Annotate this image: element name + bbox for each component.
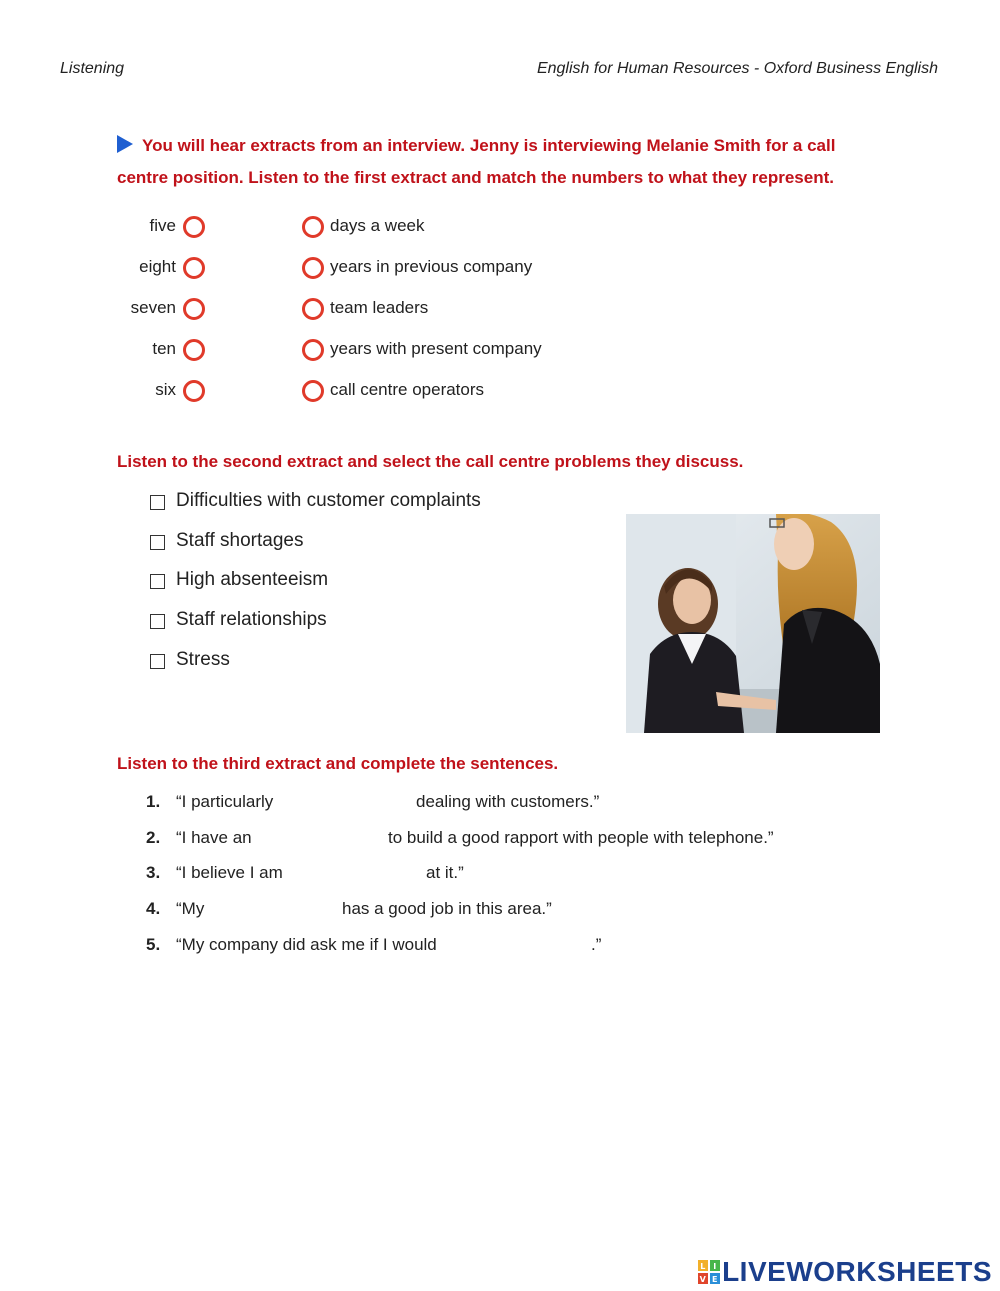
sentence-text-after: dealing with customers.” xyxy=(416,792,600,811)
sentence-text-before: “I have an xyxy=(176,828,252,847)
checkbox-label: Staff relationships xyxy=(176,609,327,630)
match-left-item: six xyxy=(155,380,176,399)
checkbox-label: High absenteeism xyxy=(176,569,329,590)
checkbox[interactable] xyxy=(150,495,165,510)
checkbox[interactable] xyxy=(150,535,165,550)
logo-mark-letter: I xyxy=(713,1262,717,1271)
audio-play-icon[interactable] xyxy=(117,135,133,153)
logo-text: LIVEWORKSHEETS xyxy=(722,1256,992,1287)
match-right-item: team leaders xyxy=(330,298,429,317)
match-left-circle[interactable] xyxy=(183,216,205,238)
sentence-number: 3. xyxy=(146,863,161,882)
sentence-text-after: to build a good rapport with people with telephone.” xyxy=(388,828,774,847)
match-left-circle[interactable] xyxy=(183,339,205,361)
section3-instruction: Listen to the third extract and complete the sentences. xyxy=(117,754,559,773)
header-right-title: English for Human Resources - Oxford Business English xyxy=(536,60,938,77)
match-right-circle[interactable] xyxy=(302,339,324,361)
answer-input[interactable] xyxy=(458,933,592,957)
match-right-item: years in previous company xyxy=(330,257,533,276)
match-right-circle[interactable] xyxy=(302,380,324,402)
logo-mark-letter: L xyxy=(700,1262,706,1271)
checkbox-label: Staff shortages xyxy=(176,530,304,551)
sentence-text-before: “My company did ask me if I would xyxy=(176,935,437,954)
answer-input[interactable] xyxy=(290,790,414,814)
sentence-number: 1. xyxy=(146,792,161,811)
match-right-item: days a week xyxy=(330,216,425,235)
answer-input[interactable] xyxy=(214,897,342,921)
sentence-text-after: at it.” xyxy=(426,863,464,882)
match-right-circle[interactable] xyxy=(302,257,324,279)
match-left-item: eight xyxy=(139,257,176,276)
match-left-circle[interactable] xyxy=(183,298,205,320)
match-right-item: call centre operators xyxy=(330,380,485,399)
checkbox[interactable] xyxy=(150,614,165,629)
logo-mark-letter: V xyxy=(699,1275,707,1284)
match-left-item: five xyxy=(149,216,176,235)
match-right-item: years with present company xyxy=(330,339,542,358)
sentence-text-after: has a good job in this area.” xyxy=(342,899,552,918)
sentence-text-before: “My xyxy=(176,899,205,918)
match-right-circle[interactable] xyxy=(302,298,324,320)
answer-input[interactable] xyxy=(260,826,386,850)
section1-instruction-line1: You will hear extracts from an interview. Jenny is interviewing Melanie Smith for a call xyxy=(142,136,836,155)
match-left-circle[interactable] xyxy=(183,257,205,279)
liveworksheets-logo xyxy=(698,1256,992,1288)
answer-input[interactable] xyxy=(294,861,424,885)
sentence-text-before: “I believe I am xyxy=(176,863,283,882)
liveworksheets-logo-icon xyxy=(698,1259,720,1283)
match-left-item: ten xyxy=(152,339,176,358)
section1-instruction-line2: centre position. Listen to the first extract and match the numbers to what they represent. xyxy=(117,168,834,187)
section1-instruction xyxy=(117,130,877,194)
checkbox[interactable] xyxy=(150,654,165,669)
checkbox-label: Stress xyxy=(176,649,230,670)
sentence-text-before: “I particularly xyxy=(176,792,274,811)
match-left-item: seven xyxy=(130,298,176,317)
checkbox[interactable] xyxy=(150,574,165,589)
logo-mark-letter: E xyxy=(712,1275,719,1284)
sentence-text-after: .” xyxy=(591,935,602,954)
checkbox-label: Difficulties with customer complaints xyxy=(176,490,481,511)
match-right-circle[interactable] xyxy=(302,216,324,238)
header-left-label: Listening xyxy=(60,60,125,77)
sentence-number: 2. xyxy=(146,828,161,847)
section2-instruction: Listen to the second extract and select the call centre problems they discuss. xyxy=(117,452,744,471)
match-left-circle[interactable] xyxy=(183,380,205,402)
interview-photo xyxy=(626,514,880,733)
sentence-number: 4. xyxy=(146,899,161,918)
sentence-number: 5. xyxy=(146,935,161,954)
